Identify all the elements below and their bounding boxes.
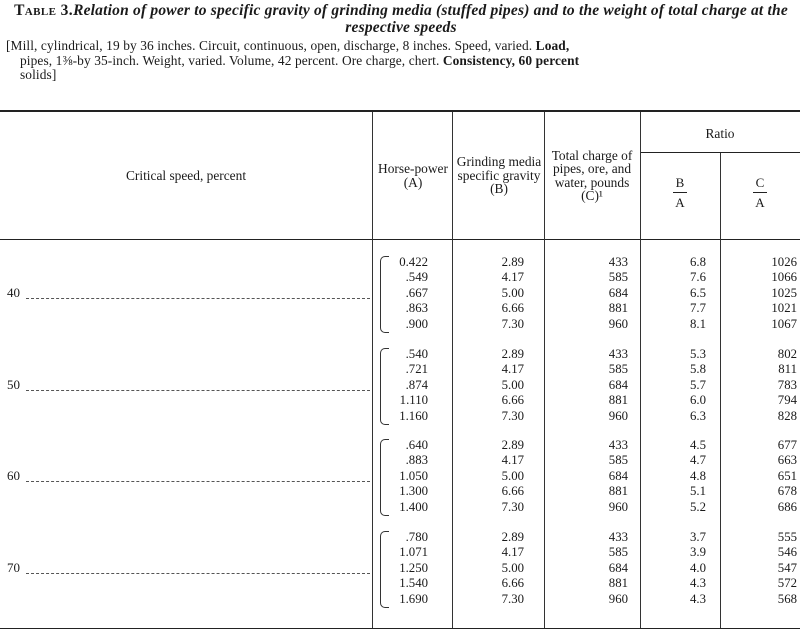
cell-ratio-c-a: 1021	[771, 301, 797, 316]
cell-horsepower: 1.250	[399, 560, 428, 575]
cell-ratio-c-a: 811	[778, 362, 797, 377]
cell-specific-gravity: 5.00	[501, 377, 524, 392]
header-ratio-b-over-a	[640, 176, 720, 210]
cell-specific-gravity: 2.89	[501, 438, 524, 452]
header-specific-gravity: Grinding media specific gravity (B)	[456, 154, 542, 197]
critical-speed-label: 70	[7, 559, 20, 575]
cell-ratio-b-a: 4.3	[690, 576, 706, 591]
cell-specific-gravity: 4.17	[501, 270, 524, 285]
cell-horsepower: 1.690	[399, 591, 428, 606]
cell-horsepower: 1.160	[399, 408, 428, 423]
cell-ratio-b-a: 5.1	[690, 484, 706, 499]
cell-total-charge: 433	[608, 438, 628, 452]
cell-horsepower: 1.300	[399, 484, 428, 499]
cell-horsepower: .540	[405, 347, 428, 361]
cell-ratio-b-a: 5.2	[690, 499, 706, 514]
cell-ratio-c-a: 677	[777, 438, 797, 452]
cell-ratio-c-a: 783	[777, 377, 797, 392]
cell-total-charge: 881	[608, 484, 628, 499]
cell-total-charge: 881	[608, 576, 628, 591]
cell-horsepower: .780	[405, 530, 428, 544]
cell-ratio-b-a: 6.3	[690, 408, 706, 423]
cell-ratio-b-a: 3.7	[690, 530, 706, 544]
cell-horsepower: 0.422	[399, 255, 428, 269]
cell-horsepower: .667	[405, 285, 428, 300]
cell-total-charge: 960	[608, 591, 628, 606]
cell-horsepower: 1.540	[399, 576, 428, 591]
cell-total-charge: 433	[608, 347, 628, 361]
cell-specific-gravity: 7.30	[501, 591, 524, 606]
cell-ratio-c-a: 572	[777, 576, 797, 591]
notes-line-2: pipes, 1⅜-by 35-inch. Weight, varied. Volume, 42 percent. Ore charge, chert. Consistency, 60 percent	[20, 52, 580, 68]
cell-specific-gravity: 6.66	[501, 576, 524, 591]
cell-horsepower: 1.110	[399, 393, 428, 408]
header-ratio: Ratio	[705, 126, 735, 142]
cell-ratio-b-a: 4.5	[690, 438, 706, 452]
cell-specific-gravity: 5.00	[501, 560, 524, 575]
cell-ratio-b-a: 4.8	[690, 468, 706, 483]
col-divider-5	[720, 153, 721, 628]
cell-total-charge: 881	[608, 301, 628, 316]
cell-ratio-c-a: 1026	[771, 255, 797, 269]
cell-horsepower: 1.071	[399, 545, 428, 560]
table-title-text: Relation of power to specific gravity of grinding media (stuffed pipes) and to the weight of total charge at the respective speeds	[73, 2, 788, 36]
header-critical-speed: Critical speed, percent	[125, 167, 247, 183]
cell-ratio-b-a: 4.0	[690, 560, 706, 575]
cell-horsepower: .900	[405, 316, 428, 331]
cell-specific-gravity: 4.17	[501, 545, 524, 560]
cell-ratio-c-a: 651	[777, 468, 797, 483]
ratio-ba-denominator: A	[675, 195, 685, 210]
cell-horsepower: 1.400	[399, 499, 428, 514]
cell-specific-gravity: 4.17	[501, 362, 524, 377]
cell-ratio-b-a: 6.8	[690, 255, 706, 269]
cell-ratio-b-a: 6.0	[690, 393, 706, 408]
cell-ratio-b-a: 7.6	[690, 270, 706, 285]
cell-ratio-c-a: 1067	[771, 316, 797, 331]
critical-speed-label: 50	[7, 376, 20, 392]
cell-specific-gravity: 6.66	[501, 393, 524, 408]
critical-speed-label: 60	[7, 467, 20, 483]
header-ratio-c-over-a	[720, 176, 800, 210]
cell-ratio-c-a: 1025	[771, 285, 797, 300]
cell-ratio-c-a: 568	[777, 591, 797, 606]
cell-horsepower: .721	[405, 362, 428, 377]
cell-specific-gravity: 5.00	[501, 285, 524, 300]
cell-ratio-c-a: 678	[777, 484, 797, 499]
cell-total-charge: 960	[608, 499, 628, 514]
cell-ratio-b-a: 4.7	[690, 453, 706, 468]
cell-total-charge: 433	[608, 255, 628, 269]
cell-ratio-c-a: 663	[777, 453, 797, 468]
cell-ratio-b-a: 3.9	[690, 545, 706, 560]
cell-ratio-c-a: 802	[777, 347, 797, 361]
cell-specific-gravity: 2.89	[501, 530, 524, 544]
cell-total-charge: 960	[608, 316, 628, 331]
cell-specific-gravity: 6.66	[501, 301, 524, 316]
table-bottom-rule	[0, 628, 800, 629]
cell-ratio-b-a: 8.1	[690, 316, 706, 331]
cell-horsepower: .883	[405, 453, 428, 468]
cell-ratio-b-a: 4.3	[690, 591, 706, 606]
col-divider-3	[544, 112, 545, 628]
cell-ratio-b-a: 5.8	[690, 362, 706, 377]
cell-specific-gravity: 6.66	[501, 484, 524, 499]
group-brace	[380, 439, 389, 516]
cell-specific-gravity: 7.30	[501, 499, 524, 514]
cell-ratio-c-a: 555	[777, 530, 797, 544]
header-horsepower: Horse-power (A)	[378, 161, 448, 190]
header-bottom-rule	[0, 239, 800, 240]
cell-specific-gravity: 2.89	[501, 255, 524, 269]
cell-total-charge: 585	[608, 362, 628, 377]
table-label: Table 3.	[14, 2, 74, 19]
cell-ratio-b-a: 5.3	[690, 347, 706, 361]
leader-dots	[26, 297, 370, 299]
col-divider-2	[452, 112, 453, 628]
cell-ratio-b-a: 7.7	[690, 301, 706, 316]
cell-ratio-c-a: 794	[777, 393, 797, 408]
group-brace	[380, 348, 389, 425]
cell-ratio-c-a: 686	[777, 499, 797, 514]
cell-ratio-c-a: 547	[777, 560, 797, 575]
notes-line-1: [Mill, cylindrical, 19 by 36 inches. Circuit, continuous, open, discharge, 8 inches. Speed, varied. Load,	[6, 38, 570, 53]
leader-dots	[26, 572, 370, 574]
cell-horsepower: .874	[405, 377, 428, 392]
cell-ratio-c-a: 1066	[771, 270, 797, 285]
cell-total-charge: 585	[608, 270, 628, 285]
cell-horsepower: .640	[405, 438, 428, 452]
cell-total-charge: 585	[608, 545, 628, 560]
cell-horsepower: .863	[405, 301, 428, 316]
cell-total-charge: 881	[608, 393, 628, 408]
table-notes	[6, 39, 798, 83]
cell-total-charge: 960	[608, 408, 628, 423]
cell-specific-gravity: 7.30	[501, 408, 524, 423]
cell-ratio-c-a: 546	[777, 545, 797, 560]
ratio-ca-numerator: C	[755, 175, 765, 190]
ratio-ba-numerator: B	[675, 175, 685, 190]
header-total-charge: Total charge of pipes, ore, and water, pounds (C)¹	[551, 147, 633, 203]
cell-total-charge: 684	[608, 285, 628, 300]
cell-ratio-b-a: 5.7	[690, 377, 706, 392]
cell-total-charge: 684	[608, 560, 628, 575]
fraction-bar	[673, 192, 687, 193]
group-brace	[380, 531, 389, 608]
ratio-ca-denominator: A	[755, 195, 765, 210]
cell-specific-gravity: 2.89	[501, 347, 524, 361]
cell-horsepower: 1.050	[399, 468, 428, 483]
leader-dots	[26, 480, 370, 482]
notes-line-3: solids]	[20, 67, 57, 82]
leader-dots	[26, 389, 370, 391]
cell-ratio-b-a: 6.5	[690, 285, 706, 300]
cell-ratio-c-a: 828	[777, 408, 797, 423]
cell-total-charge: 585	[608, 453, 628, 468]
cell-specific-gravity: 4.17	[501, 453, 524, 468]
cell-specific-gravity: 5.00	[501, 468, 524, 483]
col-divider-1	[372, 112, 373, 628]
group-brace	[380, 256, 389, 333]
cell-horsepower: .549	[405, 270, 428, 285]
table-title	[6, 2, 796, 36]
fraction-bar	[753, 192, 767, 193]
cell-total-charge: 433	[608, 530, 628, 544]
cell-total-charge: 684	[608, 468, 628, 483]
cell-specific-gravity: 7.30	[501, 316, 524, 331]
cell-total-charge: 684	[608, 377, 628, 392]
critical-speed-label: 40	[7, 284, 20, 300]
